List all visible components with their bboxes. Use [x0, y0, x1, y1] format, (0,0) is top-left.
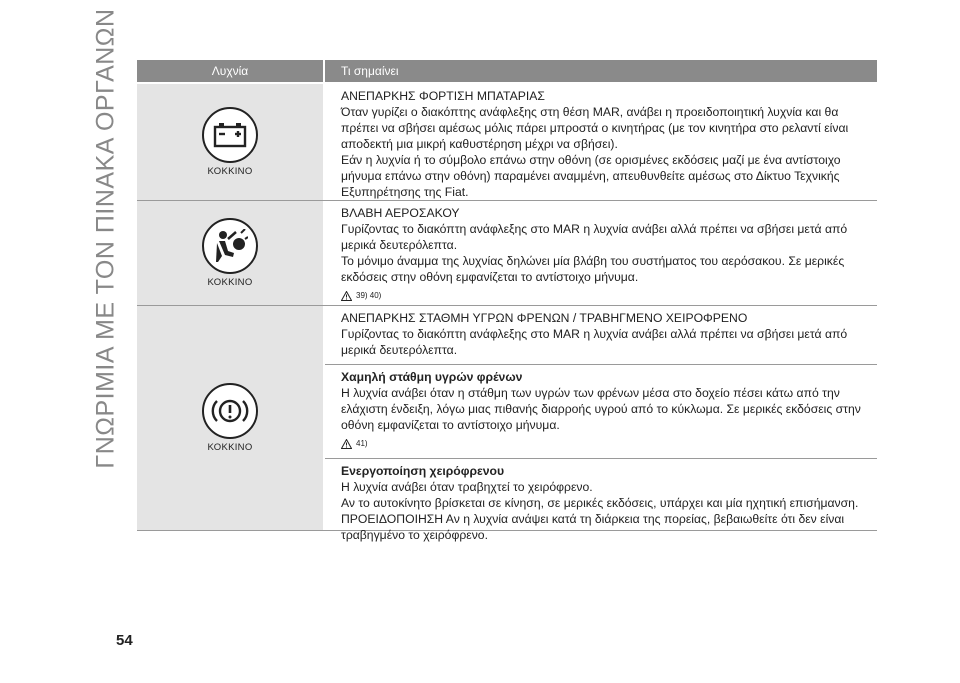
- brake-warning-icon: [202, 383, 258, 439]
- description-line: πρέπει να σβήσει αμέσως μόλις πάρει μπροστά ο κινητήρας (με τον κινητήρα στο ρελαντί είναι: [341, 121, 849, 135]
- lamp-cell: [137, 84, 325, 200]
- description-line: Εάν η λυχνία ή το σύμβολο επάνω στην οθόνη (σε ορισμένες εκδόσεις μαζί με ένα αντίστοιχο: [341, 153, 841, 167]
- divider: [325, 364, 877, 365]
- header-col-meaning: Τι σημαίνει: [341, 64, 399, 78]
- lamp-cell: [137, 306, 325, 530]
- table-row: [137, 84, 877, 201]
- row-title: ΒΛΑΒΗ ΑΕΡΟΣΑΚΟΥ: [341, 206, 460, 220]
- description-line: ΠΡΟΕΙΔΟΠΟΙΗΣΗ Αν η λυχνία ανάψει κατά τη διάρκεια της πορείας, βεβαιωθείτε ότι δεν είναι: [341, 512, 845, 526]
- description-line: τραβηγμένο το χειρόφρενο.: [341, 528, 488, 542]
- warning-triangle-icon: [341, 291, 352, 301]
- note-reference: [341, 436, 877, 452]
- table-header: [137, 60, 877, 84]
- row-title: ΑΝΕΠΑΡΚΗΣ ΦΟΡΤΙΣΗ ΜΠΑΤΑΡΙΑΣ: [341, 89, 545, 103]
- table-row: [137, 201, 877, 306]
- description-line: Εξυπηρέτησης της Fiat.: [341, 185, 469, 199]
- lamp-color-label: ΚΟΚΚΙΝΟ: [207, 166, 253, 177]
- description-cell: [325, 201, 877, 305]
- description-line: μήνυμα επάνω στην οθόνη) παραμένει αναμμένη, απευθυνθείτε αμέσως στο Δίκτυο Τεχνικής: [341, 169, 840, 183]
- description-line: μερικά δευτερόλεπτα.: [341, 343, 458, 357]
- subsection-title: Ενεργοποίηση χειρόφρενου: [341, 464, 505, 478]
- side-section-title-text: ΓΝΩΡΙΜΙΑ ΜΕ ΤΟΝ ΠΙΝΑΚΑ ΟΡΓΑΝΩΝ: [91, 7, 120, 469]
- lamp-color-label: ΚΟΚΚΙΝΟ: [207, 442, 253, 453]
- airbag-icon: [202, 218, 258, 274]
- description-line: Όταν γυρίζει ο διακόπτης ανάφλεξης στη θέση MAR, ανάβει η προειδοποιητική λυχνία και θα: [341, 105, 839, 119]
- lamp-color-label: ΚΟΚΚΙΝΟ: [207, 277, 253, 288]
- description-line: Η λυχνία ανάβει όταν τραβηχτεί το χειρόφρενο.: [341, 480, 593, 494]
- description-line: αποδεκτή μια μικρή καθυστέρηση μέχρι να σβήσει).: [341, 137, 618, 151]
- note-reference-text: 41): [356, 439, 368, 448]
- warning-lights-table: [137, 60, 877, 542]
- description-cell: [325, 84, 877, 200]
- note-reference: [341, 288, 877, 304]
- description-line: οθόνη εμφανίζεται το αντίστοιχο μήνυμα.: [341, 418, 560, 432]
- description-line: Αν το αυτοκίνητο βρίσκεται σε κίνηση, σε μερικές εκδόσεις, υπάρχει και μία ηχητική επισήμανση.: [341, 496, 859, 510]
- description-cell: [325, 306, 877, 542]
- warning-triangle-icon: [341, 439, 352, 449]
- description-line: Γυρίζοντας το διακόπτη ανάφλεξης στο MAR η λυχνία ανάβει αλλά πρέπει να σβήσει μετά από: [341, 327, 848, 341]
- table-row: [137, 306, 877, 542]
- row-title: ΑΝΕΠΑΡΚΗΣ ΣΤΑΘΜΗ ΥΓΡΩΝ ΦΡΕΝΩΝ / ΤΡΑΒΗΓΜΕΝΟ ΧΕΙΡΟΦΡΕΝΟ: [341, 311, 748, 325]
- lamp-cell: [137, 201, 325, 305]
- divider: [325, 458, 877, 459]
- side-section-title: [90, 7, 122, 469]
- description-line: Το μόνιμο άναμμα της λυχνίας δηλώνει μία βλάβη του συστήματος του αερόσακου. Σε μερικές: [341, 254, 845, 268]
- description-line: ελάχιστη ένδειξη, λόγω μιας πιθανής διαρροής υγρού από το κύκλωμα. Σε μερικές εκδόσεις στην: [341, 402, 861, 416]
- description-line: εκδόσεις στην οθόνη εμφανίζεται το αντίστοιχο μήνυμα.: [341, 270, 639, 284]
- battery-icon: [202, 107, 258, 163]
- subsection-title: Χαμηλή στάθμη υγρών φρένων: [341, 370, 523, 384]
- description-line: μερικά δευτερόλεπτα.: [341, 238, 458, 252]
- page-number: 54: [116, 632, 133, 649]
- description-line: Γυρίζοντας το διακόπτη ανάφλεξης στο MAR η λυχνία ανάβει αλλά πρέπει να σβήσει μετά από: [341, 222, 848, 236]
- description-line: Η λυχνία ανάβει όταν η στάθμη των υγρών των φρένων μέσα στο δοχείο πέσει κάτω από την: [341, 386, 840, 400]
- header-col-lamp: Λυχνία: [137, 60, 325, 82]
- note-reference-text: 39) 40): [356, 291, 382, 300]
